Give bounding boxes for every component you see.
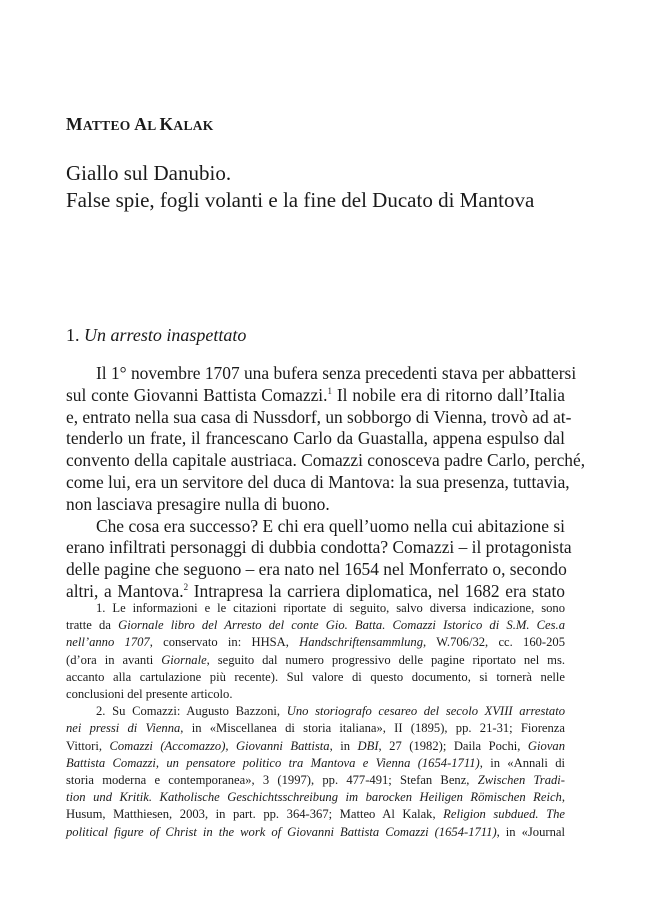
footnote-italic-text: Zwischen Tradi- bbox=[477, 773, 565, 788]
footnote-text: , in «Annali di bbox=[479, 755, 566, 770]
footnote-text: , in bbox=[329, 738, 358, 753]
footnote-text: , bbox=[561, 790, 565, 805]
footnote-italic-text: Giovan bbox=[527, 738, 565, 753]
footnote-line bbox=[66, 617, 565, 634]
footnote-italic-text: Battista Comazzi, un pensatore politico tra Mantova e Vienna (1654-1711) bbox=[66, 755, 480, 770]
footnote-italic-text: nell’anno 1707 bbox=[66, 635, 150, 650]
footnote-text: conclusioni del presente articolo. bbox=[66, 687, 233, 702]
footnote-italic-text: nei pressi di Vienna bbox=[66, 721, 181, 736]
footnote-line bbox=[66, 738, 565, 755]
footnote-line bbox=[66, 703, 565, 720]
footnote-line bbox=[66, 789, 565, 806]
footnote-text: , seguito dal numero progressivo delle pagine riportato nel ms. bbox=[206, 652, 565, 667]
footnote-text: Vittori, bbox=[66, 738, 110, 753]
footnote-italic-text: Giornale libro del Arresto del conte Gio. Batta. Comazzi Istorico di S.M. Ces.a bbox=[118, 618, 565, 633]
footnote-line bbox=[66, 755, 565, 772]
paragraph-line: delle pagine che seguono – era nato nel 1654 nel Monferrato o, secondo bbox=[66, 559, 567, 580]
footnote-line bbox=[66, 824, 565, 841]
author-name: MATTEO AL KALAK bbox=[66, 114, 214, 134]
footnote-italic-text: Handschriftensammlung bbox=[299, 635, 424, 650]
footnote-text: 2. Su Comazzi: Augusto Bazzoni, bbox=[96, 704, 287, 719]
footnote-text: storia moderna e contemporanea», 3 (1997), pp. 477-491; Stefan Benz, bbox=[66, 773, 478, 788]
paragraph-line: e, entrato nella sua casa di Nussdorf, un sobborgo di Vienna, trovò ad at- bbox=[66, 406, 572, 427]
footnote-marker[interactable]: 2 bbox=[183, 581, 189, 592]
footnote-marker[interactable]: 1 bbox=[327, 385, 332, 396]
paragraph-line: convento della capitale austriaca. Comazzi conosceva padre Carlo, perché, bbox=[66, 450, 586, 471]
footnote-line bbox=[66, 600, 565, 617]
footnote-line bbox=[66, 669, 565, 686]
paragraph-line: come lui, era un servitore del duca di Mantova: la sua presenza, tuttavia, bbox=[66, 471, 570, 492]
title-line-1: Giallo sul Danubio. bbox=[66, 161, 232, 185]
title-line-2: False spie, fogli volanti e la fine del Ducato di Mantova bbox=[66, 188, 535, 212]
paragraph-line: Che cosa era successo? E chi era quell’uomo nella cui abitazione si bbox=[96, 515, 565, 536]
footnote-line bbox=[66, 806, 565, 823]
section-heading: 1. Un arresto inaspettato bbox=[66, 325, 247, 345]
paragraph-line: sul conte Giovanni Battista Comazzi.$^1$ Il nobile era di ritorno dall’Italia bbox=[66, 384, 566, 405]
paragraph-line: Il 1° novembre 1707 una bufera senza precedenti stava per abbattersi bbox=[96, 363, 577, 383]
footnote-italic-text: tion und Kritik. Katholische Geschichtsschreibung im barocken Heiligen Römischen Reich bbox=[66, 790, 562, 805]
footnote-line bbox=[66, 686, 565, 703]
body-text bbox=[66, 363, 586, 603]
paragraph-line: tenderlo un frate, il francescano Carlo da Guastalla, appena espulso dal bbox=[66, 428, 565, 449]
paragraph-line: erano infiltrati personaggi di dubbia condotta? Comazzi – il protagonista bbox=[66, 537, 572, 558]
footnote-text: , 27 (1982); Daila Pochi, bbox=[378, 738, 528, 753]
footnote-text: accanto alla cartulazione più recente). Sul valore di questo documento, si tornerà nelle bbox=[66, 669, 565, 684]
section-title: Un arresto inaspettato bbox=[84, 325, 247, 345]
footnote-italic-text: Religion subdued. The bbox=[443, 807, 565, 822]
footnote-text: , conservato in: HHSA, bbox=[149, 635, 300, 650]
article-title bbox=[66, 160, 586, 214]
footnote-italic-text: DBI bbox=[357, 738, 379, 753]
footnotes bbox=[66, 600, 565, 841]
footnote-text: Husum, Matthiesen, 2003, in part. pp. 364-367; Matteo Al Kalak, bbox=[66, 807, 444, 822]
footnote-line bbox=[66, 652, 565, 669]
footnote-text: , in «Journal bbox=[496, 824, 565, 839]
paragraph-line: altri, a Mantova.$^2$ Intrapresa la carriera diplomatica, nel 1682 era stato bbox=[66, 580, 566, 601]
footnote-italic-text: Comazzi (Accomazzo), Giovanni Battista bbox=[109, 738, 330, 753]
footnote-1 bbox=[66, 600, 565, 703]
footnote-italic-text: Uno storiografo cesareo del secolo XVIII arrestato bbox=[286, 704, 565, 719]
footnote-text: 1. Le informazioni e le citazioni riportate di seguito, salvo diversa indicazione, sono bbox=[96, 601, 565, 615]
paragraph-line: non lasciava presagire nulla di buono. bbox=[66, 493, 330, 514]
footnote-line bbox=[66, 720, 565, 737]
footnote-line bbox=[66, 634, 565, 651]
footnote-text: , in «Miscellanea di storia italiana», II (1895), pp. 21-31; Fiorenza bbox=[180, 721, 565, 736]
footnote-italic-text: political figure of Christ in the work of Giovanni Battista Comazzi (1654-1711) bbox=[66, 824, 497, 839]
footnote-italic-text: Giornale bbox=[161, 652, 207, 667]
footnote-line bbox=[66, 772, 565, 789]
footnote-text: tratte da bbox=[66, 618, 119, 633]
footnote-2 bbox=[66, 703, 565, 841]
footnote-text: , W.706/32, cc. 160-205 bbox=[423, 635, 566, 650]
footnote-text: (d’ora in avanti bbox=[66, 652, 162, 667]
